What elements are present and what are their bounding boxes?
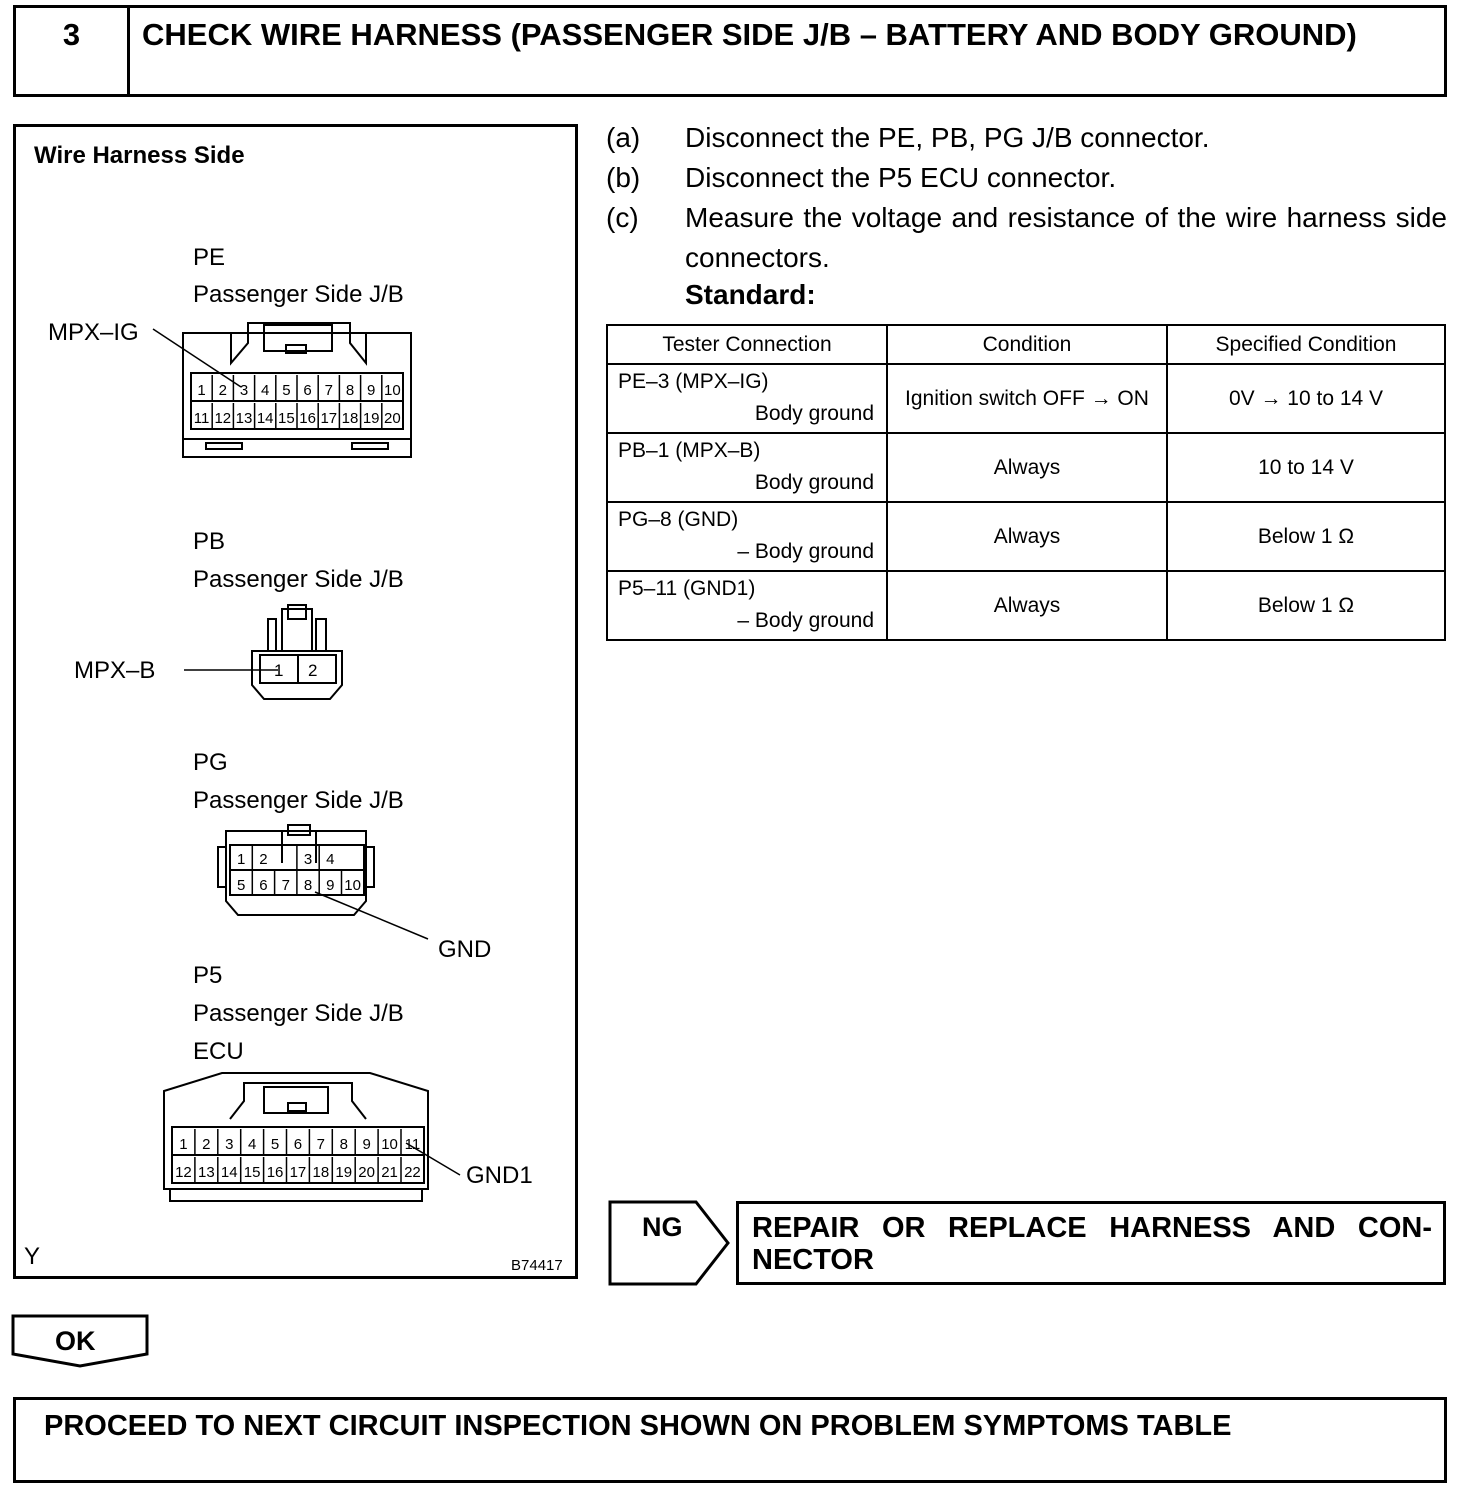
pin-number: 9	[367, 382, 376, 399]
pin-number: 5	[270, 1136, 280, 1153]
tester-connection-ground: – Body ground	[737, 540, 874, 563]
pin-number: 22	[404, 1164, 421, 1181]
pe-location: Passenger Side J/B	[193, 281, 404, 308]
tester-connection-cell	[607, 502, 887, 571]
pin-number: 10	[344, 877, 361, 894]
pin-number: 4	[247, 1136, 257, 1153]
pin-number: 5	[236, 877, 246, 894]
spec-cell: Below 1 Ω	[1167, 571, 1445, 640]
pin-number: 3	[303, 851, 313, 868]
pg-name: PG	[193, 749, 228, 776]
instruction-label: (c)	[606, 202, 639, 233]
pin-number: 16	[266, 1164, 284, 1181]
pb-pin-2: 2	[308, 661, 318, 680]
spec-table	[606, 324, 1446, 641]
tester-connection-terminal: PB–1 (MPX–B)	[618, 439, 761, 462]
pin-number: 18	[312, 1164, 330, 1181]
condition-cell: Always	[887, 502, 1167, 571]
pb-name: PB	[193, 528, 226, 555]
pin-number: 11	[193, 410, 210, 427]
pin-number: 10	[384, 382, 401, 399]
pin-number: 7	[324, 382, 333, 399]
ng-arrow	[608, 1200, 732, 1286]
ok-arrow	[11, 1314, 151, 1370]
diagram-heading: Wire Harness Side	[34, 142, 245, 169]
p5-extra: ECU	[193, 1038, 244, 1065]
pin-number: 9	[326, 877, 335, 894]
pin-number: 2	[218, 382, 227, 399]
pin-number: 6	[293, 1136, 303, 1153]
table-row	[607, 502, 1445, 571]
pin-number: 20	[384, 410, 401, 427]
pin-number: 18	[341, 410, 359, 427]
spec-cell: 0V → 10 to 14 V	[1167, 364, 1445, 433]
pin-number: 7	[316, 1136, 326, 1153]
pb-location: Passenger Side J/B	[193, 566, 404, 593]
ok-label: OK	[55, 1326, 96, 1356]
p5-wire-label: GND1	[466, 1162, 533, 1189]
pe-wire-label: MPX–IG	[48, 319, 139, 346]
tester-connection-cell	[607, 364, 887, 433]
instruction-label: (b)	[606, 162, 641, 193]
pb-wire-label: MPX–B	[74, 657, 156, 684]
step-number: 3	[16, 8, 130, 94]
ok-result-text: PROCEED TO NEXT CIRCUIT INSPECTION SHOWN ON PROBLEM SYMPTOMS TABLE	[44, 1410, 1232, 1442]
header-tester-connection: Tester Connection	[607, 325, 887, 364]
spec-cell: Below 1 Ω	[1167, 502, 1445, 571]
pin-number: 2	[259, 851, 268, 868]
pe-name: PE	[193, 244, 226, 271]
tester-connection-cell	[607, 433, 887, 502]
standard-label: Standard:	[685, 279, 816, 310]
instruction-text: Measure the voltage and resistance of the wire harness side connectors.	[685, 202, 1447, 273]
ok-result-box	[13, 1397, 1447, 1483]
pin-number: 6	[259, 877, 268, 894]
pg-wire-label: GND	[438, 936, 492, 963]
header-specified-condition: Specified Condition	[1167, 325, 1445, 364]
condition-cell: Always	[887, 571, 1167, 640]
table-header-row	[607, 325, 1445, 364]
p5-name: P5	[193, 962, 223, 989]
pg-connector-drawing	[218, 825, 428, 939]
pin-number: 1	[179, 1136, 188, 1153]
pb-connector-drawing	[184, 605, 342, 699]
instruction-label: (a)	[606, 122, 641, 153]
corner-code: Y	[24, 1243, 41, 1270]
pin-number: 19	[335, 1164, 353, 1181]
tester-connection-terminal: PE–3 (MPX–IG)	[618, 370, 769, 393]
tester-connection-cell	[607, 571, 887, 640]
pin-number: 10	[381, 1136, 398, 1153]
step-header	[13, 5, 1447, 97]
instruction-b	[606, 158, 1448, 198]
pin-number: 14	[256, 410, 274, 427]
pin-number: 15	[243, 1164, 261, 1181]
tester-connection-terminal: PG–8 (GND)	[618, 508, 739, 531]
condition-cell: Ignition switch OFF → ON	[887, 364, 1167, 433]
pin-number: 4	[261, 382, 270, 399]
pin-number: 12	[214, 410, 232, 427]
tester-connection-ground: Body ground	[754, 402, 874, 425]
pin-number: 7	[281, 877, 290, 894]
pin-number: 3	[225, 1136, 234, 1153]
pin-number: 21	[381, 1164, 398, 1181]
tester-connection-terminal: P5–11 (GND1)	[618, 577, 756, 600]
table-row	[607, 433, 1445, 502]
pin-number: 17	[320, 410, 338, 427]
pin-number: 1	[236, 851, 246, 868]
pin-number: 16	[299, 410, 316, 427]
pin-number: 4	[326, 851, 335, 868]
pin-number: 1	[197, 382, 206, 399]
table-row	[607, 364, 1445, 433]
ng-label: NG	[642, 1212, 683, 1242]
instruction-c	[606, 198, 1448, 278]
tester-connection-ground: Body ground	[754, 471, 874, 494]
table-row	[607, 571, 1445, 640]
wire-harness-diagram	[13, 124, 578, 1279]
pg-location: Passenger Side J/B	[193, 787, 404, 814]
pin-number: 6	[303, 382, 312, 399]
pin-number: 13	[198, 1164, 215, 1181]
pin-number: 8	[303, 877, 313, 894]
ng-result-text: REPAIR OR REPLACE HARNESS AND CON- NECTOR	[752, 1212, 1432, 1276]
pin-number: 17	[289, 1164, 307, 1181]
pin-number: 15	[278, 410, 295, 427]
pb-pin-1: 1	[274, 661, 284, 680]
pin-number: 20	[358, 1164, 375, 1181]
instruction-text: Disconnect the P5 ECU connector.	[685, 162, 1117, 193]
spec-cell: 10 to 14 V	[1167, 433, 1445, 502]
pin-number: 5	[282, 382, 291, 399]
pin-number: 13	[235, 410, 253, 427]
pin-number: 3	[239, 382, 249, 399]
p5-location: Passenger Side J/B	[193, 1000, 404, 1027]
condition-cell: Always	[887, 433, 1167, 502]
pin-number: 8	[345, 382, 355, 399]
pin-number: 9	[362, 1136, 371, 1153]
pin-number: 19	[362, 410, 380, 427]
instruction-text: Disconnect the PE, PB, PG J/B connector.	[685, 122, 1210, 153]
figure-id: B74417	[511, 1257, 563, 1274]
pin-number: 8	[339, 1136, 348, 1153]
ng-result-box	[736, 1201, 1446, 1285]
tester-connection-ground: – Body ground	[737, 609, 874, 632]
instruction-a	[606, 118, 1448, 158]
pin-number: 2	[202, 1136, 211, 1153]
header-condition: Condition	[887, 325, 1167, 364]
pin-number: 11	[404, 1136, 421, 1153]
step-title: CHECK WIRE HARNESS (PASSENGER SIDE J/B – BATTERY AND BODY GROUND)	[142, 17, 1357, 52]
pin-number: 12	[175, 1164, 192, 1181]
pin-number: 14	[220, 1164, 238, 1181]
